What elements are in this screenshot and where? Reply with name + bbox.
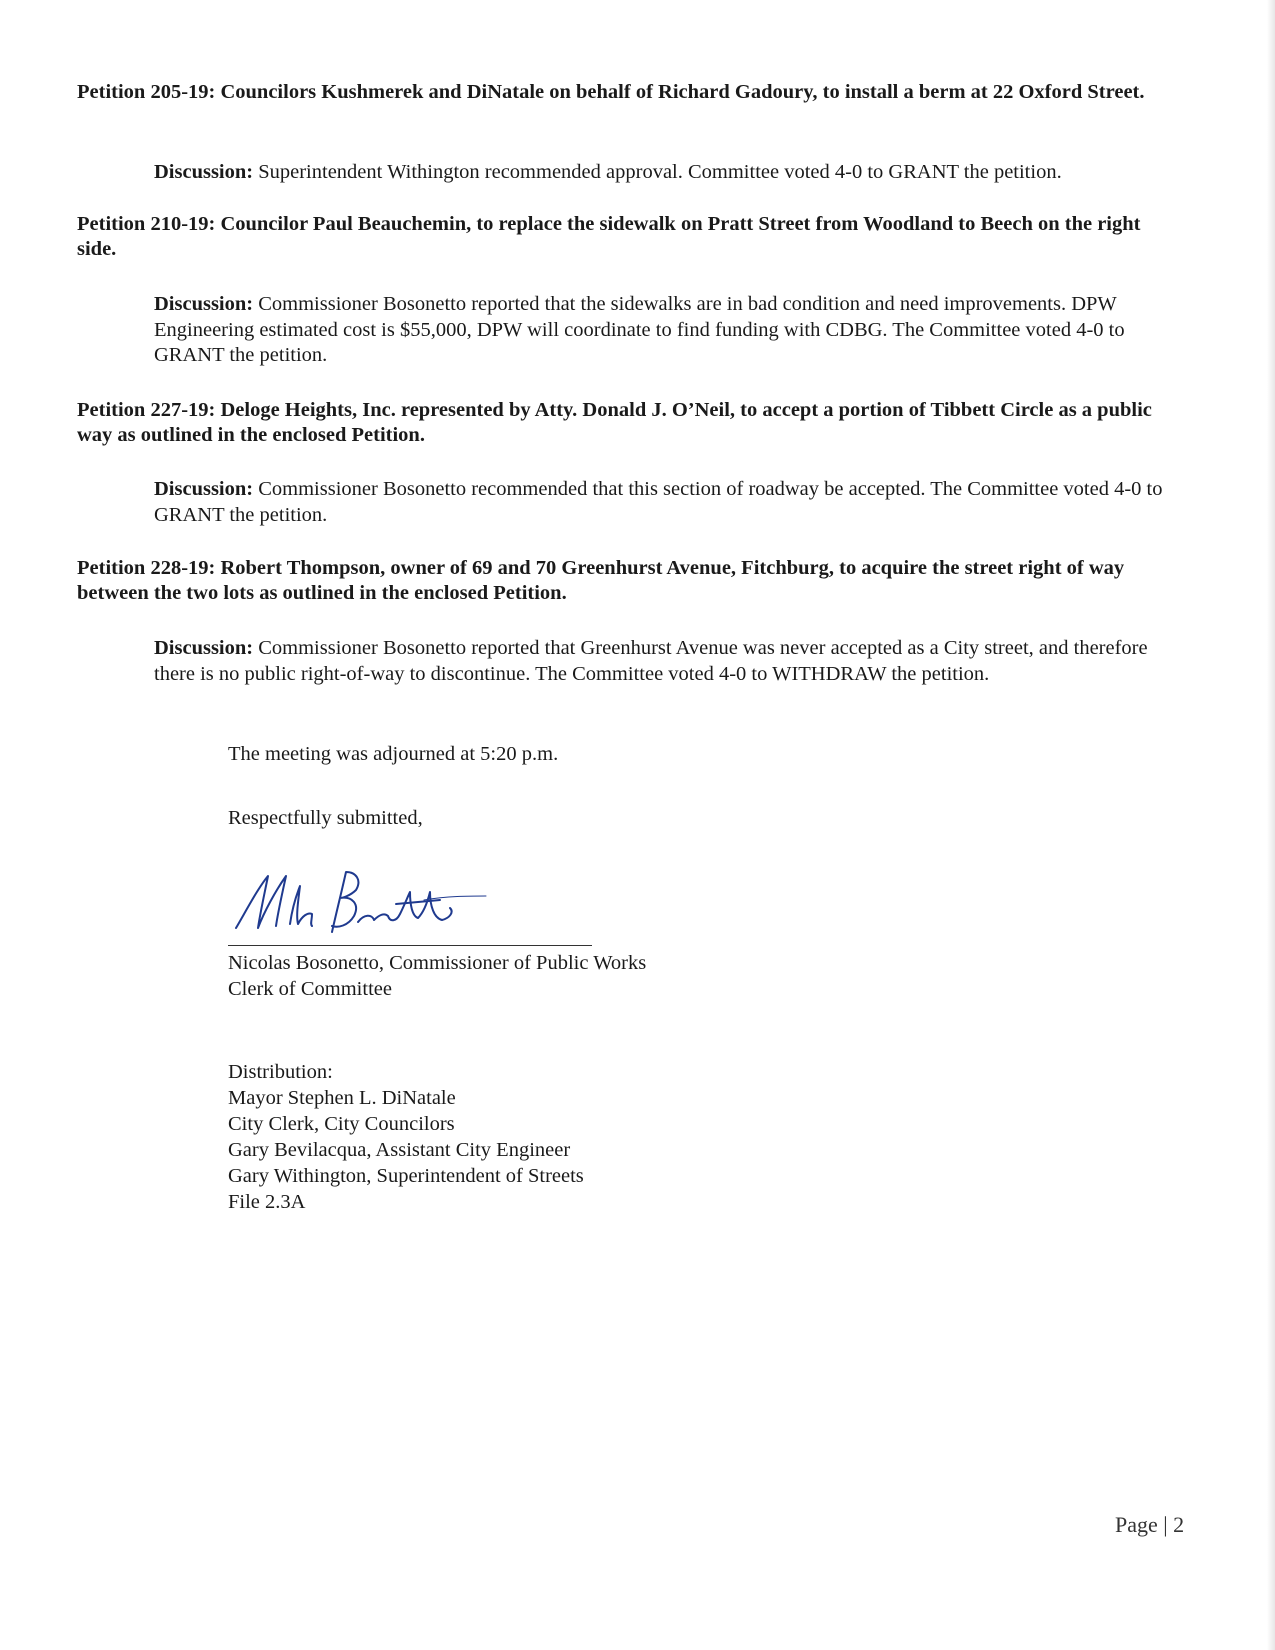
distribution-item: City Clerk, City Councilors xyxy=(228,1113,455,1135)
discussion-text: Superintendent Withington recommended approval. Committee voted 4-0 to GRANT the petition. xyxy=(258,161,1062,183)
petition-discussion xyxy=(154,292,1189,369)
signer-name: Nicolas Bosonetto, Commissioner of Public Works xyxy=(228,952,647,974)
signature-image xyxy=(228,866,488,946)
petition-heading: Petition 205-19: Councilors Kushmerek and DiNatale on behalf of Richard Gadoury, to install a berm at 22 Oxford Street. xyxy=(77,81,1145,103)
discussion-label: Discussion: xyxy=(154,161,254,183)
discussion-label: Discussion: xyxy=(154,637,254,659)
petition-discussion xyxy=(154,477,1189,528)
discussion-label: Discussion: xyxy=(154,293,254,315)
distribution-list xyxy=(228,1059,584,1215)
distribution-item: Gary Bevilacqua, Assistant City Engineer xyxy=(228,1139,571,1161)
signer-role: Clerk of Committee xyxy=(228,978,392,1000)
respectfully-submitted: Respectfully submitted, xyxy=(228,807,423,829)
petition-heading: Petition 227-19: Deloge Heights, Inc. represented by Atty. Donald J. O’Neil, to accept a portion of Tibbett Circle as a public way as outlined in the enclosed Petition. xyxy=(77,399,1152,446)
discussion-text: Commissioner Bosonetto recommended that this section of roadway be accepted. The Committee voted 4-0 to GRANT the petition. xyxy=(154,478,1163,526)
discussion-text: Commissioner Bosonetto reported that Greenhurst Avenue was never accepted as a City street, and therefore there is no public right-of-way to discontinue. The Committee voted 4-0 to WITHDRAW the petition. xyxy=(154,637,1148,685)
petition-heading: Petition 228-19: Robert Thompson, owner of 69 and 70 Greenhurst Avenue, Fitchburg, to acquire the street right of way between the two lots as outlined in the enclosed Petition. xyxy=(77,557,1125,604)
adjourned-text: The meeting was adjourned at 5:20 p.m. xyxy=(228,743,559,765)
petition-discussion xyxy=(154,636,1189,687)
distribution-item: File 2.3A xyxy=(228,1191,306,1213)
distribution-label: Distribution: xyxy=(228,1061,333,1083)
petition-discussion xyxy=(154,160,1189,186)
page-number: Page | 2 xyxy=(1115,1512,1185,1537)
petition-heading: Petition 210-19: Councilor Paul Beauchemin, to replace the sidewalk on Pratt Street from Woodland to Beech on the right side. xyxy=(77,213,1141,260)
discussion-text: Commissioner Bosonetto reported that the sidewalks are in bad condition and need improvements. DPW Engineering estimated cost is $55,000, DPW will coordinate to find funding with CDBG. The Committee voted 4-0 to GRANT the petition. xyxy=(154,293,1125,366)
scan-edge xyxy=(1267,0,1275,1650)
distribution-item: Gary Withington, Superintendent of Streets xyxy=(228,1165,584,1187)
distribution-item: Mayor Stephen L. DiNatale xyxy=(228,1087,456,1109)
signature-line xyxy=(228,945,592,946)
discussion-label: Discussion: xyxy=(154,478,254,500)
